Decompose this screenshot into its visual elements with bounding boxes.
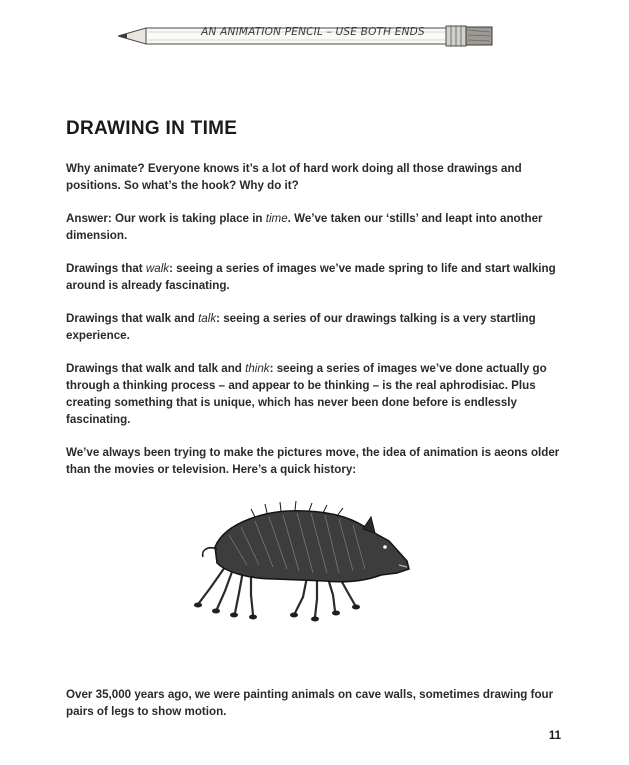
main-content (66, 118, 564, 494)
emphasis-talk: talk (198, 312, 217, 325)
page-number: 11 (548, 730, 561, 742)
paragraph-text: . We’ve taken our ‘stills’ and leapt into another dimension. (66, 212, 543, 242)
paragraph-text: : seeing a series of our drawings talking is a very startling experience. (66, 312, 536, 342)
pencil-label: AN ANIMATION PENCIL – USE BOTH ENDS (201, 26, 425, 38)
boar-drawing-icon (185, 495, 420, 630)
paragraph-text: Drawings that walk and talk and (66, 362, 246, 375)
paragraph-walk (66, 260, 564, 294)
paragraph-text: Drawings that walk and (66, 312, 199, 325)
paragraph-talk (66, 310, 564, 344)
header-pencil (118, 20, 496, 50)
emphasis-walk: walk (145, 262, 170, 275)
paragraph-text: Drawings that (66, 262, 146, 275)
emphasis-think: think (245, 362, 270, 375)
paragraph-text: : seeing a series of images we’ve done actually go through a thinking process – and appear to be thinking – is the real aphrodisiac. Plus creating something that is unique, which has never been done before is endlessly fascinating. (66, 362, 547, 426)
section-title: DRAWING IN TIME (66, 118, 238, 139)
paragraph-think (66, 360, 564, 428)
cave-boar-illustration (185, 495, 420, 630)
illustration-caption: Over 35,000 years ago, we were painting animals on cave walls, sometimes drawing four pairs of legs to show motion. (66, 688, 554, 718)
paragraph-text: : seeing a series of images we’ve made spring to life and start walking around is already fascinating. (66, 262, 556, 292)
paragraph-why-animate: Why animate? Everyone knows it’s a lot of hard work doing all those drawings and positions. So what’s the hook? Why do it? (66, 162, 522, 192)
paragraph-history-intro: We’ve always been trying to make the pictures move, the idea of animation is aeons older than the movies or television. Here’s a quick history: (66, 446, 560, 476)
paragraph-text: Answer: Our work is taking place in (66, 212, 266, 225)
paragraph-answer (66, 210, 564, 244)
emphasis-time: time (265, 212, 288, 225)
